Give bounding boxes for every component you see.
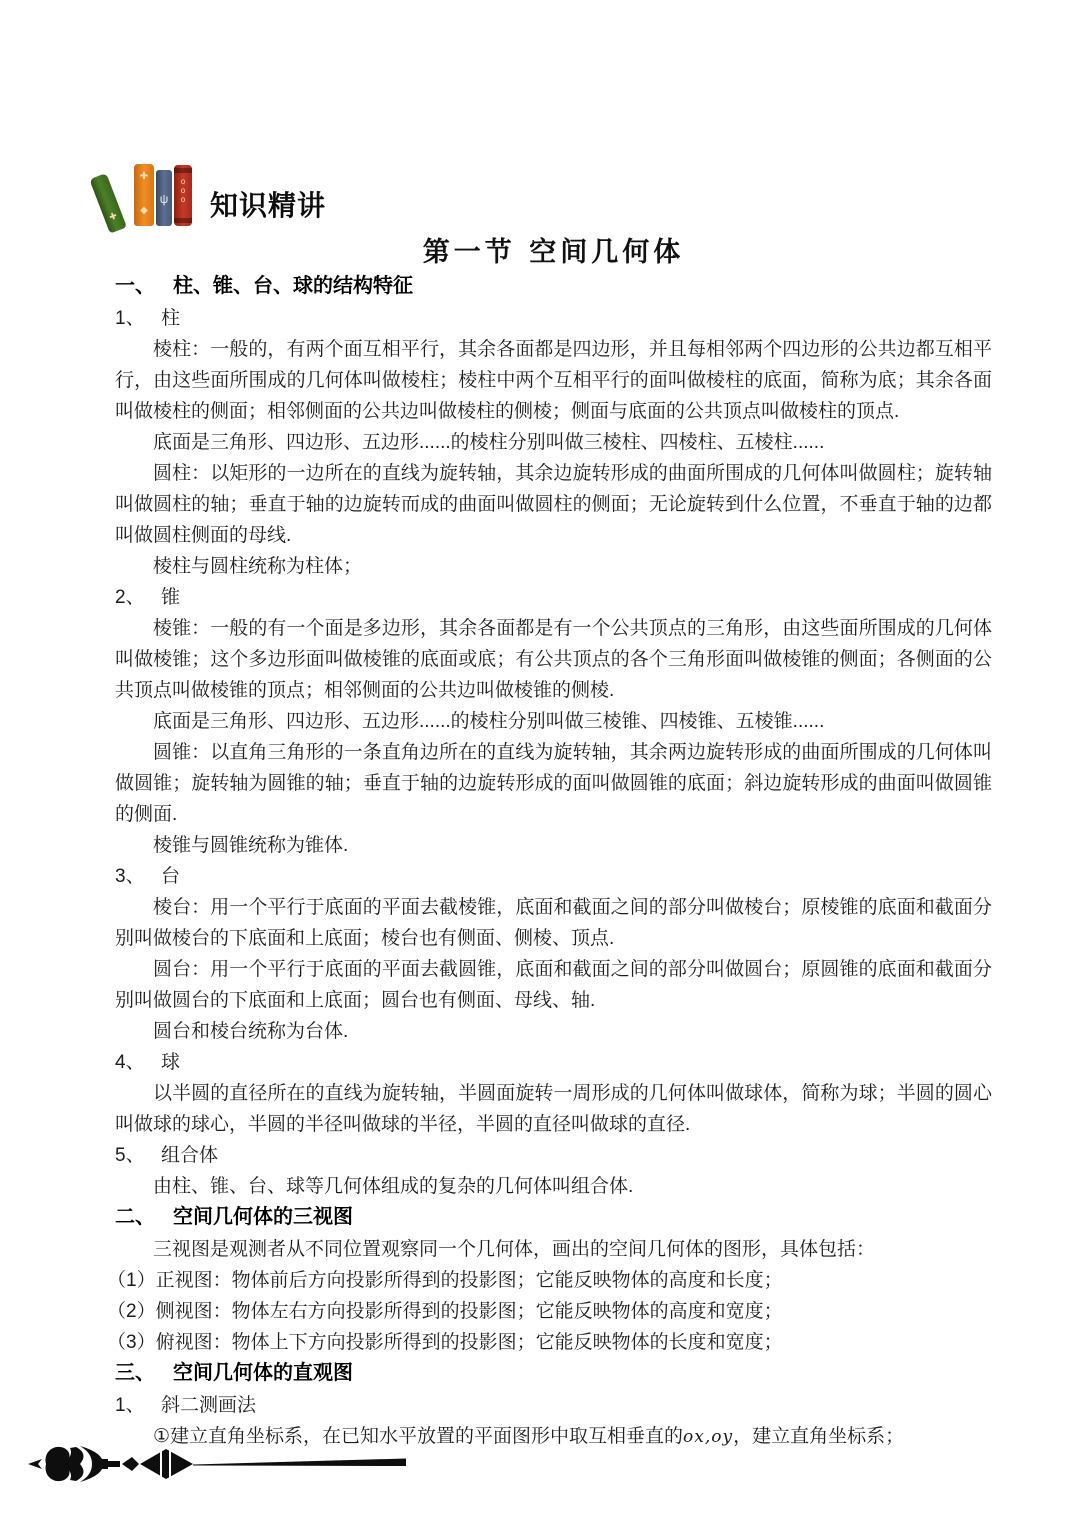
paragraph: 棱锥：一般的有一个面是多边形，其余各面都是有一个公共顶点的三角形，由这些面所围成的几何体叫做棱锥；这个多边形面叫做棱锥的底面或底；有公共顶点的各个三角形面叫做棱锥的侧面；各侧面的公共顶点叫做棱锥的顶点；相邻侧面的公共边叫做棱锥的侧棱. bbox=[115, 618, 992, 701]
list-item-2 bbox=[115, 582, 992, 613]
list-item-title: 柱 bbox=[161, 308, 181, 329]
view-definition-front: （1）正视图：物体前后方向投影所得到的投影图；它能反映物体的高度和长度； bbox=[107, 1270, 783, 1291]
paragraph: 棱台：用一个平行于底面的平面去截棱锥，底面和截面之间的部分叫做棱台；原棱锥的底面和截面分别叫做棱台的下底面和上底面；棱台也有侧面、侧棱、顶点. bbox=[115, 897, 992, 949]
paragraph: 棱柱：一般的，有两个面互相平行，其余各面都是四边形，并且每相邻两个四边形的公共边都互相平行，由这些面所围成的几何体叫做棱柱；棱柱中两个互相平行的面叫做棱柱的底面，简称为底；其余各面叫做棱柱的侧面；相邻侧面的公共边叫做棱柱的侧棱；侧面与底面的公共顶点叫做棱柱的顶点. bbox=[115, 339, 992, 422]
view-definition-side: （2）侧视图：物体左右方向投影所得到的投影图；它能反映物体的高度和宽度； bbox=[107, 1301, 783, 1322]
list-item-number: 3、 bbox=[115, 866, 145, 887]
list-item-oblique-method bbox=[115, 1390, 992, 1421]
logo-label: 知识精讲 bbox=[210, 190, 327, 221]
list-item-number: 5、 bbox=[115, 1145, 145, 1166]
paragraph: 底面是三角形、四边形、五边形......的棱柱分别叫做三棱锥、四棱锥、五棱锥...... bbox=[153, 711, 825, 732]
section-title: 空间几何体的直观图 bbox=[173, 1362, 353, 1384]
list-item-number: 1、 bbox=[115, 308, 145, 329]
section-title: 柱、锥、台、球的结构特征 bbox=[173, 275, 413, 297]
list-item-title: 球 bbox=[161, 1052, 181, 1073]
list-item-number: 2、 bbox=[115, 587, 145, 608]
section-heading-3 bbox=[115, 1358, 992, 1389]
list-item-number: 4、 bbox=[115, 1052, 145, 1073]
paragraph: 圆台和棱台统称为台体. bbox=[153, 1021, 349, 1042]
list-item-number: 1、 bbox=[115, 1395, 145, 1416]
book-navy-icon: ψ bbox=[156, 170, 172, 226]
page-header bbox=[107, 162, 327, 232]
section-number: 三、 bbox=[115, 1362, 155, 1384]
list-item-3 bbox=[115, 861, 992, 892]
list-item-4 bbox=[115, 1047, 992, 1078]
paragraph: 圆锥：以直角三角形的一条直角边所在的直线为旋转轴，其余两边旋转形成的曲面所围成的几何体叫做圆锥；旋转轴为圆锥的轴；垂直于轴的边旋转形成的面叫做圆锥的底面；斜边旋转形成的曲面叫做圆锥的侧面. bbox=[115, 742, 992, 825]
ornament-divider-icon bbox=[28, 1438, 418, 1490]
books-icon bbox=[107, 162, 202, 232]
list-item-1 bbox=[115, 303, 992, 334]
book-green-icon: ✚ bbox=[89, 173, 127, 234]
section-heading-1 bbox=[115, 271, 992, 302]
paragraph: 以半圆的直径所在的直线为旋转轴，半圆面旋转一周形成的几何体叫做球体，简称为球；半圆的圆心叫做球的球心，半圆的半径叫做球的半径，半圆的直径叫做球的直径. bbox=[115, 1083, 992, 1135]
step-text-post: ，建立直角坐标系； bbox=[733, 1426, 905, 1447]
list-item-title: 组合体 bbox=[161, 1145, 219, 1166]
page-title: 第一节 空间几何体 bbox=[422, 237, 685, 268]
step-text-pre: ①建立直角坐标系，在已知水平放置的平面图形中取互相垂直的 bbox=[153, 1426, 684, 1447]
book-orange-icon: ✚ ◆ bbox=[134, 164, 154, 226]
paragraph: 棱锥与圆锥统称为锥体. bbox=[153, 835, 349, 856]
paragraph: 圆柱：以矩形的一边所在的直线为旋转轴，其余边旋转形成的曲面所围成的几何体叫做圆柱；旋转轴叫做圆柱的轴；垂直于轴的边旋转而成的曲面叫做圆柱的侧面；无论旋转到什么位置，不垂直于轴的边都叫做圆柱侧面的母线. bbox=[115, 463, 992, 546]
paragraph: 底面是三角形、四边形、五边形......的棱柱分别叫做三棱柱、四棱柱、五棱柱...... bbox=[153, 432, 825, 453]
list-item-title: 台 bbox=[161, 866, 181, 887]
section-number: 二、 bbox=[115, 1206, 155, 1228]
section-title: 空间几何体的三视图 bbox=[173, 1206, 353, 1228]
math-axes-variables: ox,oy bbox=[683, 1427, 734, 1447]
document-body bbox=[107, 271, 992, 1453]
section-number: 一、 bbox=[115, 275, 155, 297]
view-definition-top: （3）俯视图：物体上下方向投影所得到的投影图；它能反映物体的长度和宽度； bbox=[107, 1332, 783, 1353]
paragraph: 三视图是观测者从不同位置观察同一个几何体，画出的空间几何体的图形，具体包括： bbox=[153, 1239, 876, 1260]
list-item-5 bbox=[115, 1140, 992, 1171]
section-heading-2 bbox=[115, 1202, 992, 1233]
book-red-icon: o o o bbox=[174, 165, 192, 226]
paragraph: 棱柱与圆柱统称为柱体； bbox=[153, 556, 363, 577]
list-item-title: 斜二测画法 bbox=[161, 1395, 257, 1416]
list-item-title: 锥 bbox=[161, 587, 181, 608]
paragraph: 由柱、锥、台、球等几何体组成的复杂的几何体叫组合体. bbox=[153, 1176, 634, 1197]
paragraph: 圆台：用一个平行于底面的平面去截圆锥，底面和截面之间的部分叫做圆台；原圆锥的底面和截面分别叫做圆台的下底面和上底面；圆台也有侧面、母线、轴. bbox=[115, 959, 992, 1011]
